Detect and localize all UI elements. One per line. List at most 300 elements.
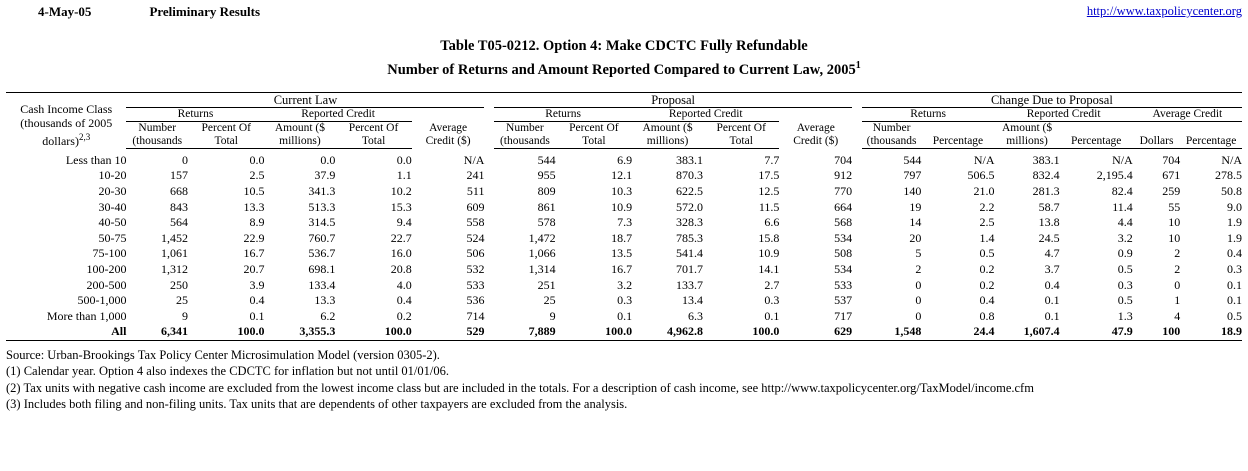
table-row bbox=[6, 168, 1242, 184]
cell: 12.1 bbox=[611, 168, 633, 183]
cell: 55 bbox=[1168, 199, 1181, 214]
cell: 1,314 bbox=[528, 261, 556, 276]
table-titles bbox=[6, 36, 1242, 80]
subgroup-cl-reported-credit: Reported Credit bbox=[264, 107, 411, 121]
cell: 37.9 bbox=[314, 168, 336, 183]
header-status: Preliminary Results bbox=[149, 4, 261, 19]
cell: 671 bbox=[1162, 168, 1181, 183]
cell: 2 bbox=[1174, 246, 1181, 261]
spacer-cell bbox=[484, 309, 494, 325]
row-label: More than 1,000 bbox=[46, 308, 127, 323]
cell: 506.5 bbox=[967, 168, 995, 183]
spacer-cell bbox=[852, 324, 862, 340]
column-cl-percent-of-total bbox=[188, 121, 264, 148]
subgroup-pr-returns: Returns bbox=[494, 107, 632, 121]
table-row bbox=[6, 278, 1242, 294]
cell: 0.4 bbox=[979, 293, 995, 308]
cell: 1.4 bbox=[979, 230, 995, 245]
spacer-cell bbox=[852, 215, 862, 231]
cell: 10.2 bbox=[390, 184, 412, 199]
stub-header bbox=[6, 92, 126, 148]
column-pr-number bbox=[494, 121, 556, 148]
cell: 4 bbox=[1174, 308, 1181, 323]
cell: 100.0 bbox=[335, 324, 411, 340]
cell: 2.5 bbox=[249, 168, 265, 183]
cell: 50.8 bbox=[1221, 184, 1242, 199]
group-header-current-law: Current Law bbox=[126, 92, 484, 107]
cell: 11.4 bbox=[1112, 199, 1133, 214]
subgroup-pr-reported-credit: Reported Credit bbox=[632, 107, 779, 121]
cell: 529 bbox=[412, 324, 485, 340]
cell: 534 bbox=[834, 261, 853, 276]
cell: 7.7 bbox=[764, 152, 780, 167]
row-label: 500-1,000 bbox=[77, 293, 127, 308]
column-pr-amount bbox=[632, 121, 703, 148]
cell: 7.3 bbox=[617, 215, 633, 230]
cell: 698.1 bbox=[308, 261, 336, 276]
cell: 3.9 bbox=[249, 277, 265, 292]
cell: 9 bbox=[549, 308, 556, 323]
cell: 0.0 bbox=[249, 152, 265, 167]
column-ch-dollars: Dollars bbox=[1133, 121, 1180, 148]
cell: 1.1 bbox=[396, 168, 412, 183]
cell: 0.3 bbox=[1227, 261, 1242, 276]
cell: 10 bbox=[1168, 230, 1181, 245]
column-cl-average-credit bbox=[412, 107, 485, 148]
cell: 558 bbox=[466, 215, 485, 230]
cell: 21.0 bbox=[973, 184, 995, 199]
cell: 0.1 bbox=[764, 308, 780, 323]
cell: 1,312 bbox=[161, 261, 189, 276]
cell: 0.5 bbox=[1117, 293, 1133, 308]
row-label: Less than 10 bbox=[65, 152, 127, 167]
cell: 0.1 bbox=[249, 308, 265, 323]
cell: 0.4 bbox=[396, 293, 412, 308]
cell: 10 bbox=[1168, 215, 1181, 230]
title-line-2-text: Number of Returns and Amount Reported Compared to Current Law, 2005 bbox=[387, 61, 856, 78]
cell: 47.9 bbox=[1060, 324, 1133, 340]
spacer-2 bbox=[852, 92, 862, 148]
cell: 17.5 bbox=[758, 168, 780, 183]
cell: 100.0 bbox=[556, 324, 632, 340]
spacer-cell bbox=[484, 262, 494, 278]
header-row-groups bbox=[6, 92, 1242, 107]
cell: 157 bbox=[170, 168, 189, 183]
cell: 0.2 bbox=[396, 308, 412, 323]
cell: 22.9 bbox=[243, 230, 265, 245]
cell: 0.5 bbox=[1227, 308, 1242, 323]
cell: N/A bbox=[973, 152, 995, 167]
footnotes bbox=[6, 347, 1242, 413]
cell: 3,355.3 bbox=[264, 324, 335, 340]
cell: 4.0 bbox=[396, 277, 412, 292]
spacer-cell bbox=[852, 262, 862, 278]
column-ch-credit-percentage: Percentage bbox=[1060, 121, 1133, 148]
table-row bbox=[6, 231, 1242, 247]
cell: 506 bbox=[466, 246, 485, 261]
column-pr-number-line2: (thousands bbox=[499, 134, 550, 147]
header-row-subgroups bbox=[6, 107, 1242, 121]
title-footnote-marker: 1 bbox=[855, 60, 861, 71]
cell: 5 bbox=[915, 246, 922, 261]
footnote-3: (3) Includes both filing and non-filing units. Tax units that are dependents of other taxpayers are excluded from the analysis. bbox=[6, 397, 628, 412]
cell: 278.5 bbox=[1215, 168, 1242, 183]
cell: 13.3 bbox=[243, 199, 265, 214]
cell: 0.1 bbox=[1227, 277, 1242, 292]
cell: 717 bbox=[834, 308, 853, 323]
cell: 532 bbox=[466, 261, 485, 276]
stub-header-line3-text: dollars) bbox=[42, 134, 79, 149]
cell: 760.7 bbox=[308, 230, 336, 245]
cell: 870.3 bbox=[675, 168, 703, 183]
table-row bbox=[6, 262, 1242, 278]
cell: 6.6 bbox=[764, 215, 780, 230]
cell: 955 bbox=[537, 168, 556, 183]
row-label: 75-100 bbox=[92, 246, 127, 261]
cell: 1,061 bbox=[161, 246, 189, 261]
cell: 3.7 bbox=[1044, 261, 1060, 276]
column-cl-amount-percent-of-total bbox=[335, 121, 411, 148]
data-table bbox=[6, 92, 1242, 341]
cell: 2 bbox=[1174, 261, 1181, 276]
column-cl-pct-line1: Percent Of bbox=[201, 121, 251, 134]
subgroup-cl-returns: Returns bbox=[126, 107, 264, 121]
spacer-cell bbox=[852, 184, 862, 200]
cell: 6.2 bbox=[320, 308, 336, 323]
stub-header-line2: (thousands of 2005 bbox=[20, 116, 113, 131]
cell: 3.2 bbox=[617, 277, 633, 292]
spacer-cell bbox=[484, 200, 494, 216]
column-pr-amtpct-line2: Total bbox=[729, 134, 753, 147]
cell: 843 bbox=[170, 199, 189, 214]
cell: 524 bbox=[466, 230, 485, 245]
cell: 541.4 bbox=[675, 246, 703, 261]
table-row bbox=[6, 293, 1242, 309]
cell: 1.3 bbox=[1117, 308, 1133, 323]
cell: 20.7 bbox=[243, 261, 265, 276]
cell: 861 bbox=[537, 199, 556, 214]
column-ch-returns-percentage: Percentage bbox=[921, 121, 994, 148]
cell: 11.5 bbox=[758, 199, 780, 214]
cell: 10.9 bbox=[758, 246, 780, 261]
column-pr-average-credit-line2: Credit ($) bbox=[793, 135, 839, 148]
stub-header-footnote-marker: 2,3 bbox=[78, 132, 91, 143]
cell: 314.5 bbox=[308, 215, 336, 230]
cell: 0.8 bbox=[979, 308, 995, 323]
subgroup-ch-returns: Returns bbox=[862, 107, 995, 121]
cell: 564 bbox=[170, 215, 189, 230]
cell: 511 bbox=[466, 184, 485, 199]
cell: 100.0 bbox=[188, 324, 264, 340]
cell: 0.0 bbox=[320, 152, 336, 167]
cell: 0 bbox=[915, 308, 922, 323]
spacer-cell bbox=[852, 200, 862, 216]
cell: 0.0 bbox=[396, 152, 412, 167]
cell: 25 bbox=[176, 293, 189, 308]
cell: 0.1 bbox=[1227, 293, 1242, 308]
cell: 568 bbox=[834, 215, 853, 230]
taxpolicycenter-link[interactable]: http://www.taxpolicycenter.org bbox=[1086, 4, 1242, 18]
cell: 20.8 bbox=[390, 261, 412, 276]
cell: N/A bbox=[1112, 152, 1133, 167]
column-pr-average-credit bbox=[779, 107, 852, 148]
spacer-cell bbox=[852, 293, 862, 309]
cell: 0.9 bbox=[1117, 246, 1133, 261]
table-row bbox=[6, 184, 1242, 200]
cell: 2.5 bbox=[979, 215, 995, 230]
column-cl-amount bbox=[264, 121, 335, 148]
column-cl-amount-line1: Amount ($ bbox=[274, 121, 325, 134]
cell: 629 bbox=[779, 324, 852, 340]
cell: 912 bbox=[834, 168, 853, 183]
column-cl-number-line1: Number bbox=[138, 121, 177, 134]
spacer-cell bbox=[484, 168, 494, 184]
cell: N/A bbox=[1221, 152, 1242, 167]
table-row bbox=[6, 200, 1242, 216]
cell: 0.2 bbox=[979, 277, 995, 292]
cell: 832.4 bbox=[1032, 168, 1060, 183]
column-pr-pct-line2: Total bbox=[582, 134, 606, 147]
cell: 140 bbox=[903, 184, 922, 199]
cell: 0.4 bbox=[1044, 277, 1060, 292]
title-line-2 bbox=[6, 56, 1242, 80]
document-header bbox=[6, 4, 1242, 22]
cell: 544 bbox=[903, 152, 922, 167]
cell: 0 bbox=[915, 277, 922, 292]
cell: 100.0 bbox=[703, 324, 779, 340]
cell: 19 bbox=[909, 199, 922, 214]
row-label: 10-20 bbox=[98, 168, 127, 183]
cell: 0 bbox=[915, 293, 922, 308]
cell: 809 bbox=[537, 184, 556, 199]
column-ch-number-line2: (thousands bbox=[866, 134, 917, 147]
cell: 15.3 bbox=[390, 199, 412, 214]
cell: 0.4 bbox=[1227, 246, 1242, 261]
cell: 701.7 bbox=[675, 261, 703, 276]
cell: 2.2 bbox=[979, 199, 995, 214]
row-label: 200-500 bbox=[86, 277, 127, 292]
cell: 0 bbox=[182, 152, 189, 167]
cell: 0 bbox=[1174, 277, 1181, 292]
row-label: 50-75 bbox=[98, 230, 127, 245]
cell: 533 bbox=[466, 277, 485, 292]
spacer-cell bbox=[484, 293, 494, 309]
column-cl-number-line2: (thousands bbox=[132, 134, 183, 147]
table-row bbox=[6, 215, 1242, 231]
cell: 13.8 bbox=[1038, 215, 1060, 230]
column-ch-avg-percentage: Percentage bbox=[1180, 121, 1242, 148]
cell: 241 bbox=[466, 168, 485, 183]
cell: 18.7 bbox=[611, 230, 633, 245]
subgroup-ch-reported-credit: Reported Credit bbox=[995, 107, 1133, 121]
cell: 0.1 bbox=[1044, 293, 1060, 308]
spacer-cell bbox=[484, 231, 494, 247]
cell: 0.1 bbox=[617, 308, 633, 323]
cell: 259 bbox=[1162, 184, 1181, 199]
table-row bbox=[6, 148, 1242, 168]
spacer-cell bbox=[484, 184, 494, 200]
cell: 508 bbox=[834, 246, 853, 261]
cell: 578 bbox=[537, 215, 556, 230]
cell: 1,607.4 bbox=[995, 324, 1060, 340]
table-row bbox=[6, 309, 1242, 325]
column-pr-percent-of-total bbox=[556, 121, 632, 148]
cell: 537 bbox=[834, 293, 853, 308]
cell: 4.7 bbox=[1044, 246, 1060, 261]
column-ch-amount-line2: millions) bbox=[1006, 134, 1048, 147]
cell: 0.5 bbox=[1117, 261, 1133, 276]
cell: 10.9 bbox=[611, 199, 633, 214]
spacer-cell bbox=[484, 324, 494, 340]
spacer-cell bbox=[852, 246, 862, 262]
source-note: Source: Urban-Brookings Tax Policy Center Microsimulation Model (version 0305-2). bbox=[6, 347, 440, 362]
stub-header-line3 bbox=[6, 130, 126, 148]
cell: 22.7 bbox=[390, 230, 412, 245]
group-header-proposal: Proposal bbox=[494, 92, 852, 107]
row-label: 40-50 bbox=[98, 215, 127, 230]
column-pr-amount-line2: millions) bbox=[646, 134, 689, 147]
cell: 16.7 bbox=[243, 246, 265, 261]
cell: 15.8 bbox=[758, 230, 780, 245]
spacer-1 bbox=[484, 92, 494, 148]
cell: 58.7 bbox=[1038, 199, 1060, 214]
cell: 704 bbox=[834, 152, 853, 167]
column-cl-pct-line2: Total bbox=[214, 134, 238, 147]
title-line-1: Table T05-0212. Option 4: Make CDCTC Fully Refundable bbox=[440, 38, 808, 54]
cell: 0.4 bbox=[249, 293, 265, 308]
cell: 281.3 bbox=[1032, 184, 1060, 199]
header-row-columns bbox=[6, 121, 1242, 148]
footnote-2: (2) Tax units with negative cash income are excluded from the lowest income class but are included in the totals. For a description of cash income, see http://www.taxpolicycenter.org/TaxModel/income.cfm bbox=[6, 380, 1034, 395]
cell: 0.3 bbox=[617, 293, 633, 308]
cell: 18.9 bbox=[1180, 324, 1242, 340]
cell: 13.5 bbox=[611, 246, 633, 261]
cell: 0.2 bbox=[979, 261, 995, 276]
cell: 13.4 bbox=[681, 293, 703, 308]
cell: 100 bbox=[1133, 324, 1180, 340]
cell: 16.0 bbox=[390, 246, 412, 261]
cell: 383.1 bbox=[675, 152, 703, 167]
spacer-cell bbox=[852, 278, 862, 294]
column-ch-amount bbox=[995, 121, 1060, 148]
column-cl-average-credit-line1: Average bbox=[429, 122, 468, 135]
cell: 664 bbox=[834, 199, 853, 214]
cell: 2.7 bbox=[764, 277, 780, 292]
cell: 24.4 bbox=[921, 324, 994, 340]
table-row bbox=[6, 246, 1242, 262]
cell: 2 bbox=[915, 261, 922, 276]
cell: N/A bbox=[463, 152, 485, 167]
cell: 9.0 bbox=[1227, 199, 1242, 214]
cell: 25 bbox=[543, 293, 556, 308]
column-cl-amtpct-line1: Percent Of bbox=[348, 121, 399, 134]
stub-header-line1: Cash Income Class bbox=[20, 102, 113, 117]
spacer-cell bbox=[852, 309, 862, 325]
column-pr-amtpct-line1: Percent Of bbox=[716, 121, 766, 134]
cell: 0.5 bbox=[979, 246, 995, 261]
cell: 4,962.8 bbox=[632, 324, 703, 340]
column-cl-number bbox=[126, 121, 188, 148]
row-label: 20-30 bbox=[98, 184, 127, 199]
cell: 770 bbox=[834, 184, 853, 199]
cell: 341.3 bbox=[308, 184, 336, 199]
column-cl-average-credit-line2: Credit ($) bbox=[425, 135, 471, 148]
cell: 536 bbox=[466, 293, 485, 308]
cell: 14 bbox=[909, 215, 922, 230]
cell: 1.9 bbox=[1227, 215, 1242, 230]
cell: 797 bbox=[903, 168, 922, 183]
cell: 0.3 bbox=[764, 293, 780, 308]
cell: 6,341 bbox=[126, 324, 188, 340]
cell: 3.2 bbox=[1117, 230, 1133, 245]
cell: 1,452 bbox=[161, 230, 189, 245]
column-cl-amtpct-line2: Total bbox=[361, 134, 386, 147]
cell: 704 bbox=[1162, 152, 1181, 167]
cell: 0.1 bbox=[1044, 308, 1060, 323]
cell: 513.3 bbox=[308, 199, 336, 214]
cell: 1 bbox=[1174, 293, 1181, 308]
cell: 14.1 bbox=[758, 261, 780, 276]
cell: 20 bbox=[909, 230, 922, 245]
cell: 328.3 bbox=[675, 215, 703, 230]
group-header-change: Change Due to Proposal bbox=[862, 92, 1242, 107]
spacer-cell bbox=[484, 215, 494, 231]
column-cl-amount-line2: millions) bbox=[279, 134, 321, 147]
cell: 572.0 bbox=[675, 199, 703, 214]
cell: 133.4 bbox=[308, 277, 336, 292]
footnote-1: (1) Calendar year. Option 4 also indexes the CDCTC for inflation but not until 01/01/06. bbox=[6, 364, 449, 379]
column-pr-number-line1: Number bbox=[506, 121, 544, 134]
spacer-cell bbox=[484, 246, 494, 262]
cell: 536.7 bbox=[308, 246, 336, 261]
spacer-cell bbox=[852, 231, 862, 247]
column-ch-number bbox=[862, 121, 922, 148]
cell: 13.3 bbox=[314, 293, 336, 308]
cell: 1,548 bbox=[862, 324, 922, 340]
cell: 6.9 bbox=[617, 152, 633, 167]
cell: 12.5 bbox=[758, 184, 780, 199]
cell: 785.3 bbox=[675, 230, 703, 245]
cell: 7,889 bbox=[494, 324, 556, 340]
row-label: 100-200 bbox=[86, 261, 127, 276]
cell: 250 bbox=[170, 277, 189, 292]
cell: 133.7 bbox=[675, 277, 703, 292]
spacer-cell bbox=[484, 278, 494, 294]
cell: 9.4 bbox=[396, 215, 412, 230]
cell: 1,472 bbox=[528, 230, 556, 245]
cell: 4.4 bbox=[1117, 215, 1133, 230]
cell: 1.9 bbox=[1227, 230, 1242, 245]
cell: 668 bbox=[170, 184, 189, 199]
cell: 10.5 bbox=[243, 184, 265, 199]
table-row-total bbox=[6, 324, 1242, 340]
cell: 544 bbox=[537, 152, 556, 167]
cell: 622.5 bbox=[675, 184, 703, 199]
column-pr-amount-line1: Amount ($ bbox=[642, 121, 693, 134]
cell: 82.4 bbox=[1111, 184, 1133, 199]
cell: 714 bbox=[466, 308, 485, 323]
column-pr-average-credit-line1: Average bbox=[796, 122, 835, 135]
cell: 9 bbox=[182, 308, 189, 323]
cell: 1,066 bbox=[528, 246, 556, 261]
cell: 10.3 bbox=[611, 184, 633, 199]
cell: 609 bbox=[466, 199, 485, 214]
cell: 534 bbox=[834, 230, 853, 245]
cell: 2,195.4 bbox=[1096, 168, 1133, 183]
row-label: 30-40 bbox=[98, 199, 127, 214]
cell: 533 bbox=[834, 277, 853, 292]
column-pr-amount-percent-of-total bbox=[703, 121, 779, 148]
